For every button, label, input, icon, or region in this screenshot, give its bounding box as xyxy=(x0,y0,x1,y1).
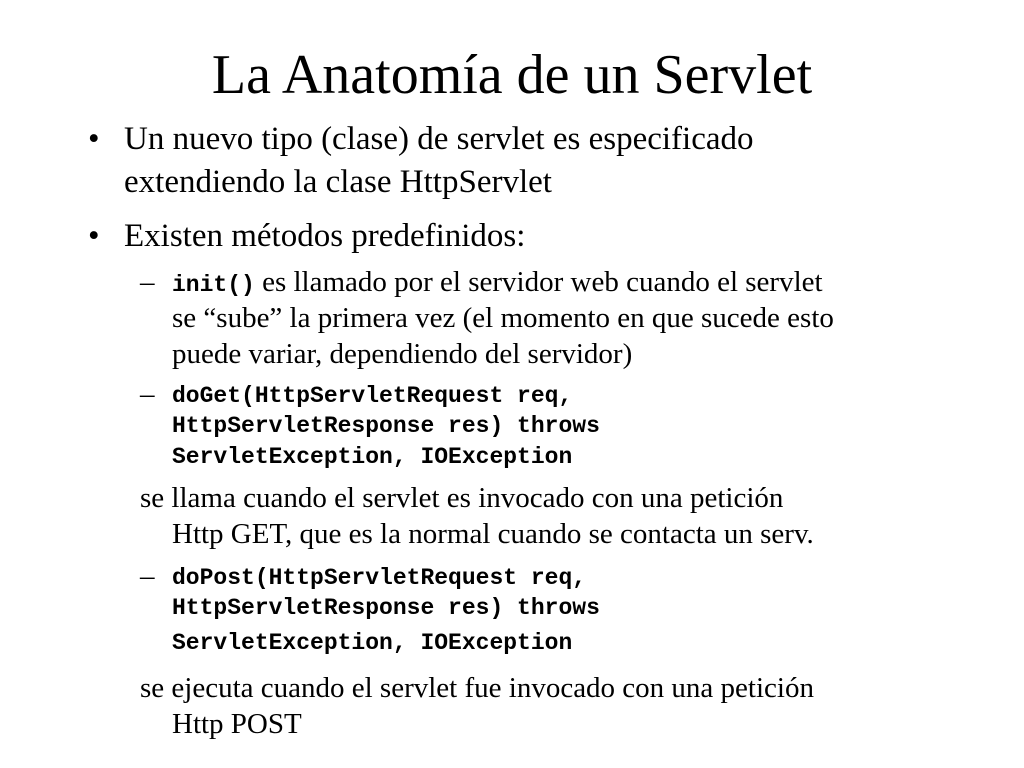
dopost-desc-line2: Http POST xyxy=(172,708,302,740)
bullet2-line1: Existen métodos predefinidos: xyxy=(124,218,526,254)
dash-marker: – xyxy=(140,560,155,592)
init-line3: puede variar, dependiendo del servidor) xyxy=(172,338,633,370)
doget-desc-line2: Http GET, que es la normal cuando se contacta un serv. xyxy=(172,518,814,550)
init-code: init() xyxy=(172,272,255,298)
dash-marker: – xyxy=(140,266,155,298)
init-text: es llamado por el servidor web cuando el servlet xyxy=(254,266,823,298)
bullet-marker: • xyxy=(88,218,100,254)
bullet1-line1: Un nuevo tipo (clase) de servlet es especificado xyxy=(124,121,754,157)
dopost-line3: ServletException, IOException xyxy=(172,630,573,656)
dopost-line2: HttpServletResponse res) throws xyxy=(172,595,600,621)
slide-title: La Anatomía de un Servlet xyxy=(211,44,813,106)
doget-line3: ServletException, IOException xyxy=(172,444,573,470)
dopost-desc-line1: se ejecuta cuando el servlet fue invocado con una petición xyxy=(140,672,814,704)
doget-line2: HttpServletResponse res) throws xyxy=(172,413,600,439)
bullet-marker: • xyxy=(88,121,100,157)
doget-desc-line1: se llama cuando el servlet es invocado con una petición xyxy=(140,482,784,514)
dopost-line1: doPost(HttpServletRequest req, xyxy=(172,565,587,591)
dash-marker: – xyxy=(140,378,155,410)
doget-line1: doGet(HttpServletRequest req, xyxy=(172,383,573,409)
init-line2: se “sube” la primera vez (el momento en que sucede esto xyxy=(172,302,834,334)
bullet1-line2: extendiendo la clase HttpServlet xyxy=(124,164,552,200)
init-line1 xyxy=(172,266,823,302)
